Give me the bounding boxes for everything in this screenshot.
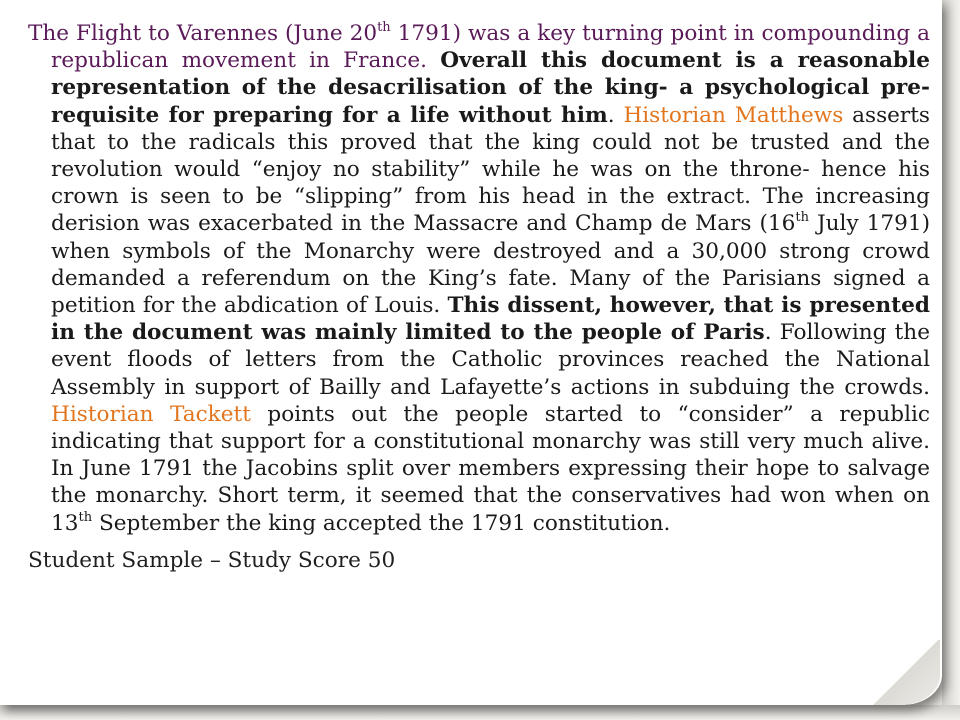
essay-paragraph: The Flight to Varennes (June 20th 1791) was a key turning point in compounding a republican movement in France. Overall this document is a reasonable representation of the desacrilisation of the king- a psychological pre-requisite for preparing for a life without him. Historian Matthews asserts that to the radicals this proved that the king could not be trusted and the revolution would “enjoy no stability” while he was on the throne- hence his crown is seen to be “slipping” from his head in the extract. The increasing derision was exacerbated in the Massacre and Champ de Mars (16th July 1791) when symbols of the Monarchy were destroyed and a 30,000 strong crowd demanded a referendum on the King’s fate. Many of the Parisians signed a petition for the abdication of Louis. This dissent, however, that is presented in the document was mainly limited to the people of Paris. Following the event floods of letters from the Catholic provinces reached the National Assembly in support of Bailly and Lafayette’s actions in subduing the crowds. Historian Tackett points out the people started to “consider” a republic indicating that support for a constitutional monarchy was still very much alive. In June 1791 the Jacobins split over members expressing their hope to salvage the monarchy. Short term, it seemed that the conservatives had won when on 13th September the king accepted the 1791 constitution. [28, 20, 931, 536]
slide-content [28, 20, 930, 574]
thesis-bold-text: Overall this document is a reasonable representation of the desacrilisation of the king- a psychological pre-requisite for preparing for a life without him [51, 48, 930, 128]
page-edge-bottom [0, 705, 960, 720]
page-curl [870, 640, 940, 705]
historian-matthews: Historian Matthews [623, 102, 844, 128]
dissent-bold-text: This dissent, however, that is presented in the document was mainly limited to the people of Paris [51, 293, 930, 346]
page-edge-right [942, 0, 960, 720]
historian-tackett: Historian Tackett [51, 401, 251, 427]
intro-text: The Flight to Varennes (June 20th 1791) was a key turning point in compounding a republican movement in France. [28, 20, 930, 74]
sample-caption: Student Sample – Study Score 50 [28, 547, 396, 573]
